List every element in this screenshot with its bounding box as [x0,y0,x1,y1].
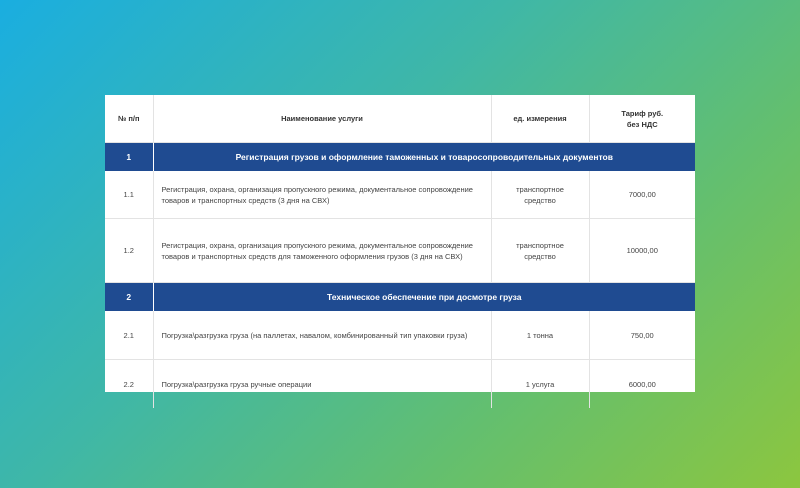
header-service: Наименование услуги [153,95,491,143]
section-row-1 [105,143,695,172]
header-num: № п/п [105,95,153,143]
header-tariff-line1: Тариф руб. [621,108,664,118]
row-price: 6000,00 [628,379,656,389]
row-num: 1.1 [105,171,153,219]
header-tariff-line2: без НДС [626,119,658,129]
row-price: 10000,00 [589,219,695,283]
row-unit: 1 тонна [491,311,589,360]
header-tariff [589,95,695,143]
tariff-table-card [105,95,695,392]
table-row [105,171,695,219]
row-price: 7000,00 [589,171,695,219]
section-num: 2 [105,283,153,312]
row-unit: транспортное средство [491,171,589,219]
section-row-2 [105,283,695,312]
row-unit: 1 услуга [491,360,589,409]
table-row [105,311,695,360]
row-num: 2.2 [105,360,153,409]
row-description: Регистрация, охрана, организация пропускного режима, документальное сопровождение товаров и транспортных средств (3 дня на СВХ) [153,171,491,219]
section-title: Регистрация грузов и оформление таможенных и товаросопроводительных документов [153,143,695,172]
table-row [105,360,695,409]
header-unit: ед. измерения [491,95,589,143]
row-price: 750,00 [589,311,695,360]
row-num: 2.1 [105,311,153,360]
table-header-row [105,95,695,143]
table-row [105,219,695,283]
tariff-table [105,95,695,408]
row-description: Погрузка\разгрузка груза ручные операции [153,360,491,409]
row-description: Регистрация, охрана, организация пропускного режима, документальное сопровождение товаров и транспортных средств для таможенного оформления грузов (3 дня на СВХ) [153,219,491,283]
row-num: 1.2 [105,219,153,283]
section-title: Техническое обеспечение при досмотре груза [153,283,695,312]
row-description: Погрузка\разгрузка груза (на паллетах, навалом, комбинированный тип упаковки груза) [153,311,491,360]
row-unit: транспортное средство [491,219,589,283]
section-num: 1 [105,143,153,172]
